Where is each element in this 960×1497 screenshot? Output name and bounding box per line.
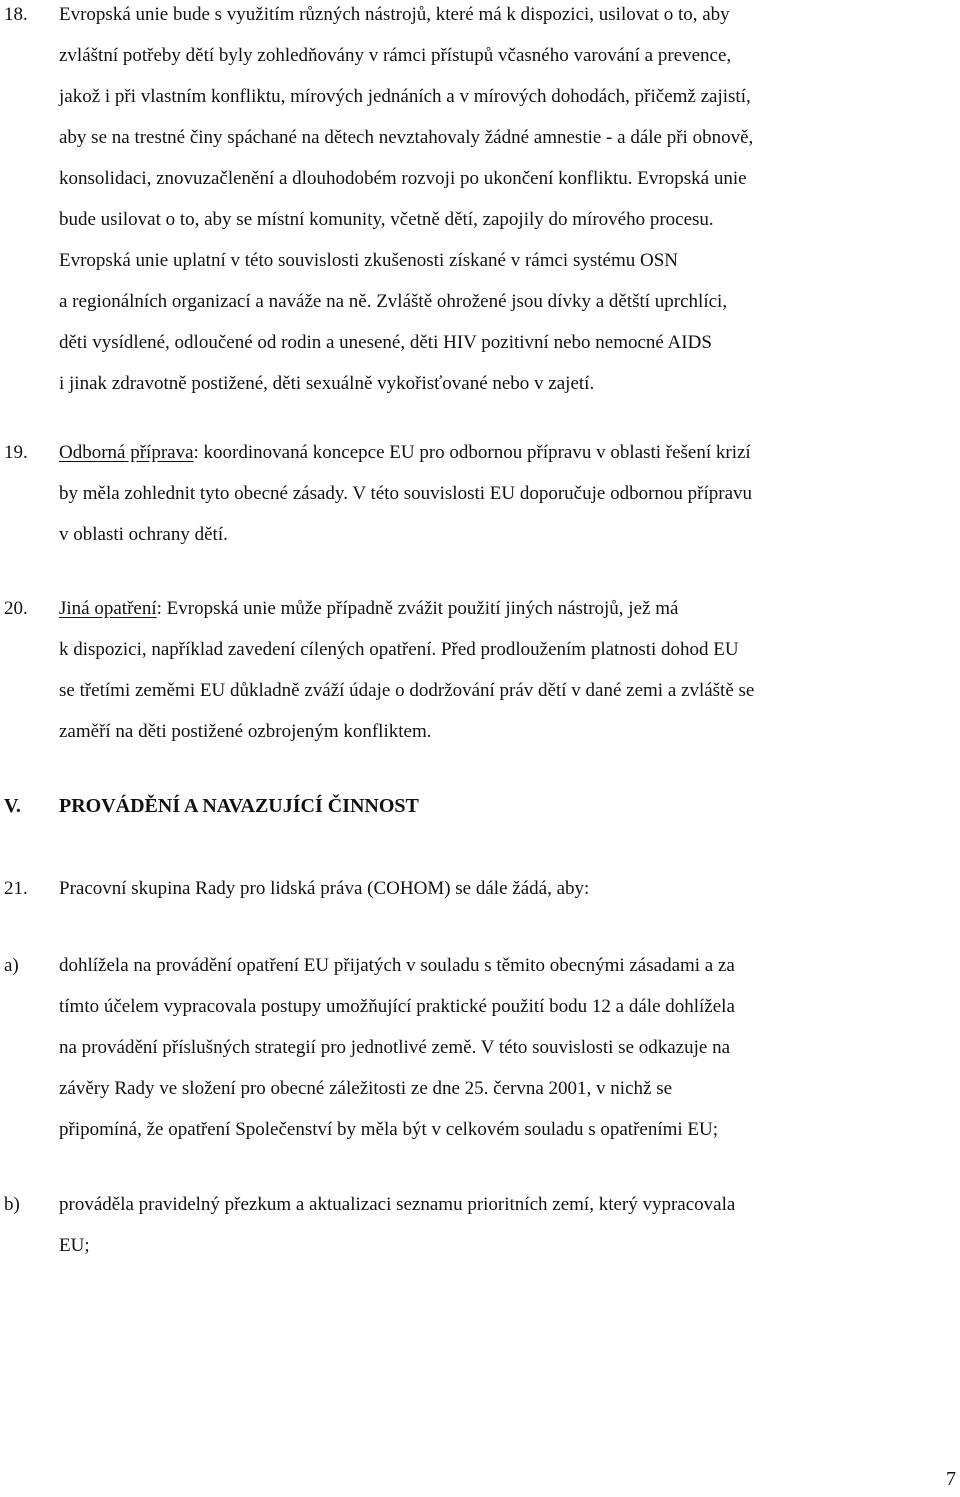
text-line: Evropská unie uplatní v této souvislosti zkušenosti získané v rámci systému OSN bbox=[59, 250, 679, 271]
text-line: se třetími zeměmi EU důkladně zváží údaje o dodržování práv dětí v dané zemi a zvláště se bbox=[59, 680, 755, 701]
text-line: dohlížela na provádění opatření EU přijatých v souladu s těmito obecnými zásadami a za bbox=[59, 955, 735, 976]
item-marker: a) bbox=[4, 955, 19, 976]
text-run: : Evropská unie může případně zvážit použití jiných nástrojů, jež má bbox=[156, 598, 679, 619]
text-line: Pracovní skupina Rady pro lidská práva (COHOM) se dále žádá, aby: bbox=[59, 878, 590, 899]
text-line bbox=[59, 442, 751, 464]
text-line: bude usilovat o to, aby se místní komunity, včetně dětí, zapojily do mírového procesu. bbox=[59, 209, 714, 230]
text-line: konsolidaci, znovuzačlenění a dlouhodobém rozvoji po ukončení konfliktu. Evropská unie bbox=[59, 168, 747, 189]
text-line: EU; bbox=[59, 1235, 90, 1256]
paragraph-title: Jiná opatření bbox=[59, 598, 157, 619]
text-line: tímto účelem vypracovala postupy umožňující praktické použití bodu 12 a dále dohlížela bbox=[59, 996, 735, 1017]
text-line: připomíná, že opatření Společenství by měla být v celkovém souladu s opatřeními EU; bbox=[59, 1119, 719, 1140]
text-line: v oblasti ochrany dětí. bbox=[59, 524, 228, 545]
text-line: závěry Rady ve složení pro obecné záležitosti ze dne 25. června 2001, v nichž se bbox=[59, 1078, 673, 1099]
section-title: PROVÁDĚNÍ A NAVAZUJÍCÍ ČINNOST bbox=[59, 795, 419, 817]
paragraph-title: Odborná příprava bbox=[59, 442, 194, 463]
text-line: děti vysídlené, odloučené od rodin a unesené, děti HIV pozitivní nebo nemocné AIDS bbox=[59, 332, 712, 353]
paragraph-number: 18. bbox=[4, 4, 28, 25]
text-line: na provádění příslušných strategií pro jednotlivé země. V této souvislosti se odkazuje na bbox=[59, 1037, 731, 1058]
text-line: by měla zohlednit tyto obecné zásady. V této souvislosti EU doporučuje odbornou přípravu bbox=[59, 483, 753, 504]
text-line bbox=[59, 598, 678, 620]
text-line: aby se na trestné činy spáchané na dětech nevztahovaly žádné amnestie - a dále při obnově, bbox=[59, 127, 754, 148]
text-line: zvláštní potřeby dětí byly zohledňovány v rámci přístupů včasného varování a prevence, bbox=[59, 45, 732, 66]
page-number: 7 bbox=[946, 1468, 956, 1490]
paragraph-number: 21. bbox=[4, 878, 28, 899]
text-line: Evropská unie bude s využitím různých nástrojů, které má k dispozici, usilovat o to, aby bbox=[59, 4, 730, 25]
text-line: prováděla pravidelný přezkum a aktualizaci seznamu prioritních zemí, který vypracovala bbox=[59, 1194, 736, 1215]
text-line: k dispozici, například zavedení cílených opatření. Před prodloužením platnosti dohod EU bbox=[59, 639, 739, 660]
text-line: zaměří na děti postižené ozbrojeným konfliktem. bbox=[59, 721, 432, 742]
item-marker: b) bbox=[4, 1194, 20, 1215]
text-line: jakož i při vlastním konfliktu, mírových jednáních a v mírových dohodách, přičemž zajistí, bbox=[59, 86, 751, 107]
paragraph-number: 20. bbox=[4, 598, 28, 619]
text-run: : koordinovaná koncepce EU pro odbornou přípravu v oblasti řešení krizí bbox=[193, 442, 751, 463]
text-line: a regionálních organizací a naváže na ně. Zvláště ohrožené jsou dívky a dětští uprchlíci, bbox=[59, 291, 728, 312]
text-line: i jinak zdravotně postižené, děti sexuálně vykořisťované nebo v zajetí. bbox=[59, 373, 595, 394]
paragraph-number: 19. bbox=[4, 442, 28, 463]
section-number: V. bbox=[4, 795, 21, 817]
